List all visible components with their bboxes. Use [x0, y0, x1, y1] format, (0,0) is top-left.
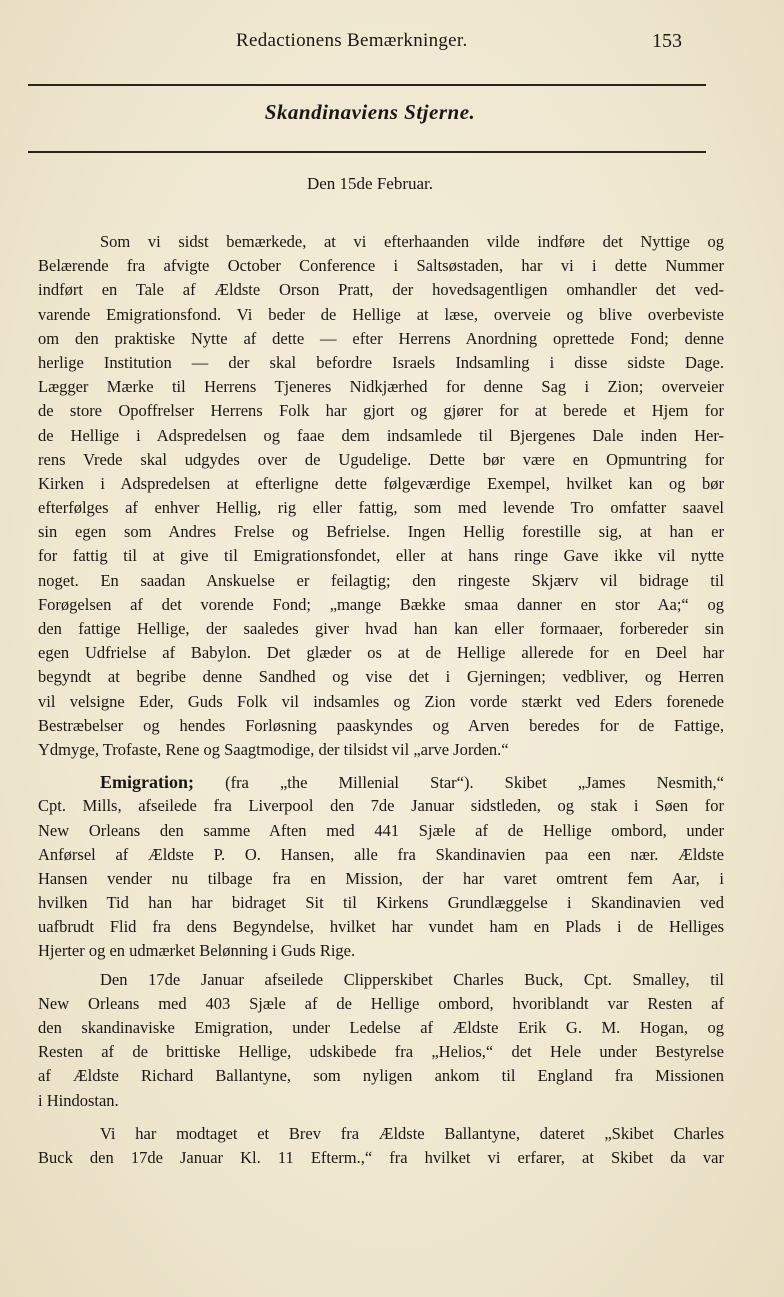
text-line: den skandinaviske Emigration, under Ledelse af Ældste Erik G. M. Hogan, og — [38, 1018, 724, 1037]
text-line: herlige Institution — der skal befordre Israels Indsamling i disse sidste Dage. — [38, 352, 724, 372]
text-line: Lægger Mærke til Herrens Tjeneres Nidkjærhed for denne Sag i Zion; overveier — [38, 377, 724, 397]
text-line: om den praktiske Nytte af dette — efter Herrens Anordning oprettede Fond; denne — [38, 328, 724, 348]
text-line: sin egen som Andres Frelse og Befrielse. Ingen Hellig forestille sig, at han er — [38, 522, 724, 542]
paragraph — [38, 770, 724, 964]
article-body — [38, 230, 724, 1170]
text-line — [38, 770, 724, 794]
paragraph-lead: Emigration; — [100, 772, 194, 793]
text-line: New Orleans den samme Aften med 441 Sjæle af de Hellige ombord, under — [38, 820, 724, 840]
text-line: Belærende fra afvigte October Conference i Saltsøstaden, har vi i dette Nummer — [38, 256, 724, 276]
text-line: den fattige Hellige, der saaledes giver hvad han kan eller formaaer, forbereder sin — [38, 619, 724, 638]
text-line: Vi har modtaget et Brev fra Ældste Ballantyne, dateret „Skibet Charles — [100, 1123, 724, 1143]
text-line: Ydmyge, Trofaste, Rene og Saagtmodige, der tilsidst vil „arve Jorden.“ — [38, 739, 509, 759]
paragraph — [38, 230, 724, 762]
text-line: varende Emigrationsfond. Vi beder de Hellige at læse, overveie og blive overbeviste — [38, 304, 724, 324]
text-line: New Orleans med 403 Sjæle af de Hellige ombord, hvoriblandt var Resten af — [38, 993, 724, 1013]
text-line: Cpt. Mills, afseilede fra Liverpool den 7de Januar sidstleden, og stak i Søen for — [38, 796, 724, 816]
text-line: de Hellige i Adspredelsen og faae dem indsamlede til Bjergenes Dale inden Her- — [38, 425, 724, 445]
text-line: Resten af de brittiske Hellige, udskibede fra „Helios,“ det Hele under Bestyrelse — [38, 1042, 724, 1062]
page-number: 153 — [652, 30, 682, 52]
text-line: i Hindostan. — [38, 1090, 119, 1110]
text-line: Buck den 17de Januar Kl. 11 Efterm.,“ fra hvilket vi erfarer, at Skibet da var — [38, 1147, 724, 1167]
top-rule — [28, 84, 706, 86]
text-line: Anførsel af Ældste P. O. Hansen, alle fra Skandinavien paa een nær. Ældste — [38, 844, 724, 864]
text-line: Hjerter og en udmærket Belønning i Guds Rige. — [38, 941, 356, 961]
text-line: Forøgelsen af det vorende Fond; „mange Bække smaa danner en stor Aa;“ og — [38, 594, 724, 614]
text-line: Den 17de Januar afseilede Clipperskibet Charles Buck, Cpt. Smalley, til — [100, 969, 724, 989]
text-line: uafbrudt Flid fra dens Begyndelse, hvilket har vundet ham en Plads i de Helliges — [38, 917, 724, 937]
text-line: indført en Tale af Ældste Orson Pratt, der hovedsagentligen omhandler det ved- — [38, 280, 724, 300]
paragraph — [38, 1122, 724, 1170]
text-line: hvilken Tid han har bidraget Sit til Kirkens Grundlæggelse i Skandinavien ved — [38, 893, 724, 913]
text-line: rens Vrede skal udgydes over de Ugudelige. Dette bør være en Opmuntring for — [38, 449, 724, 469]
text-line-rest: (fra „the Millenial Star“). Skibet „James Nesmith,“ — [225, 773, 724, 793]
paragraph — [38, 968, 724, 1113]
text-line: Som vi sidst bemærkede, at vi efterhaanden vilde indføre det Nyttige og — [100, 232, 724, 251]
dateline: Den 15de Februar. — [306, 174, 434, 193]
text-line: Kirken i Adspredelsen at efterligne dette følgeværdige Exempel, hvilket kan og bør — [38, 473, 724, 493]
running-head — [0, 30, 784, 60]
text-line: for fattig til at give til Emigrationsfondet, eller at hans ringe Gave ikke vil nytte — [38, 546, 724, 566]
text-line: efterfølges af enhver Hellig, rig eller fattig, som med levende Tro omfatter saavel — [38, 498, 724, 518]
text-line: Bestræbelser og hendes Forløsning paaskyndes og Arven beredes for de Fattige, — [38, 715, 724, 735]
text-line: vil velsigne Eder, Guds Folk vil indsamles og Zion vorde stærkt ved Eders forenede — [38, 691, 724, 711]
text-line: begyndt at begribe denne Sandhed og vise det i Gjerningen; vedbliver, og Herren — [38, 667, 724, 687]
bottom-rule — [28, 151, 706, 153]
section-title: Skandinaviens Stjerne. — [264, 100, 476, 124]
text-line: af Ældste Richard Ballantyne, som nyligen ankom til England fra Missionen — [38, 1066, 724, 1086]
text-line: Hansen vender nu tilbage fra en Mission, der har varet omtrent fem Aar, i — [38, 868, 724, 888]
text-line: de store Opoffrelser Herrens Folk har gjort og gjører for at berede et Hjem for — [38, 401, 724, 421]
text-line: egen Udfrielse af Babylon. Det glæder os at de Hellige allerede for en Deel har — [38, 643, 724, 663]
text-line: noget. En saadan Anskuelse er feilagtig; den ringeste Skjærv vil bidrage til — [38, 570, 724, 590]
running-title: Redactionens Bemærkninger. — [236, 30, 468, 51]
